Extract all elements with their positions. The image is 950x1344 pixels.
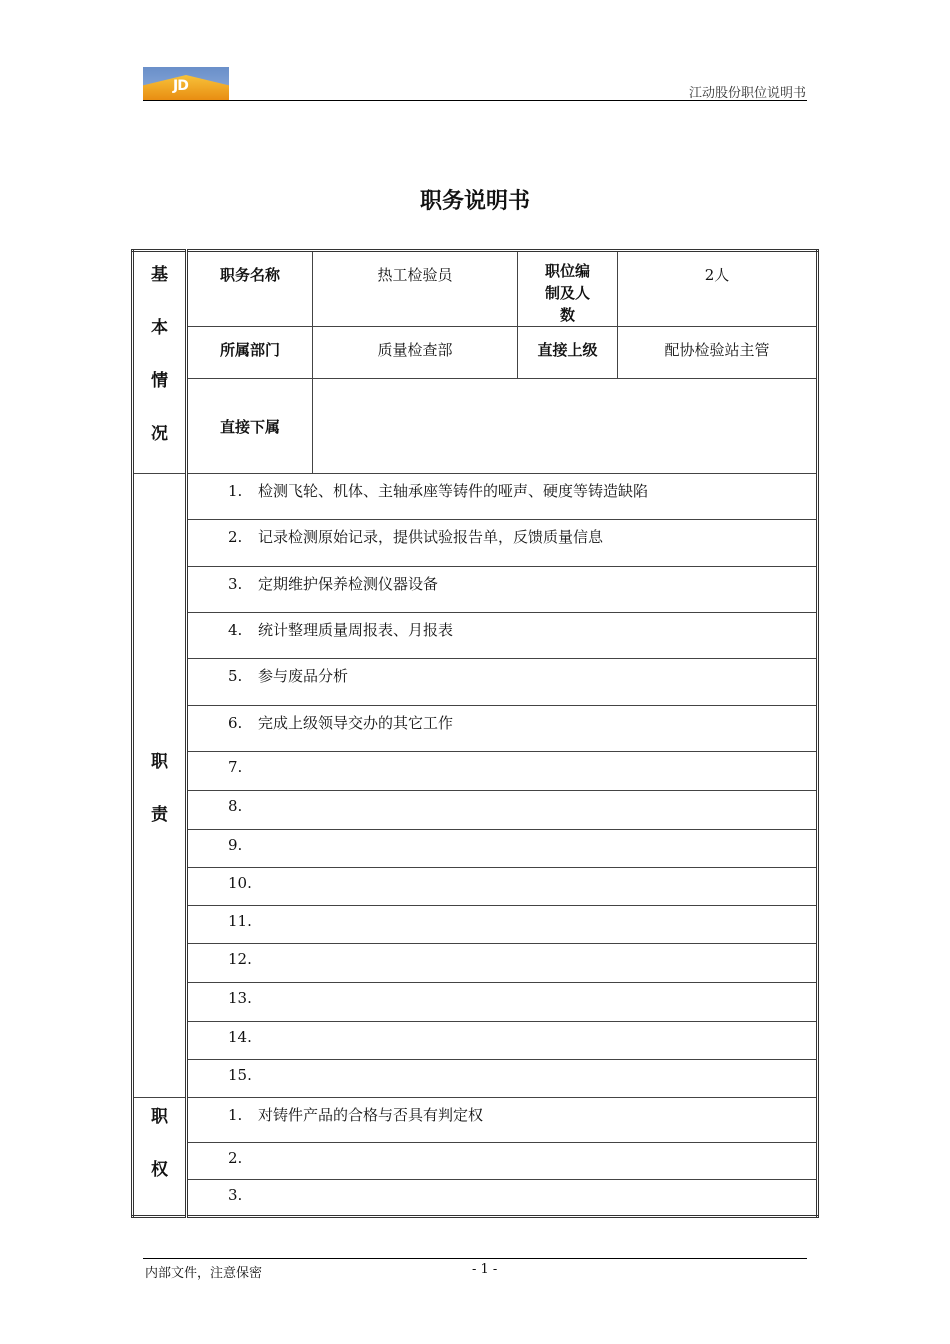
duties-item: [187, 613, 818, 659]
rights-item: [187, 1098, 818, 1143]
page-number: - 1 -: [472, 1262, 498, 1277]
section-char: 况: [151, 424, 168, 444]
duties-row: [133, 474, 818, 520]
section-char: 责: [151, 804, 168, 825]
item-text: 参与废品分析: [258, 667, 349, 685]
section-char: 情: [151, 371, 168, 391]
header-divider: [143, 100, 807, 101]
duties-row: [133, 868, 818, 906]
subordinate-label: 直接下属: [187, 379, 313, 474]
duties-item: [187, 906, 818, 944]
company-logo: [143, 67, 229, 101]
item-number: 1.: [228, 482, 243, 500]
duties-item: [187, 706, 818, 752]
logo-text: JD: [173, 78, 188, 94]
footer-divider: [143, 1258, 807, 1259]
job-description-table: [131, 249, 819, 1218]
item-text: 记录检测原始记录，提供试验报告单，反馈质量信息: [258, 528, 604, 546]
duties-row: [133, 906, 818, 944]
item-number: 12.: [228, 950, 252, 968]
duties-item: [187, 1060, 818, 1098]
section-duties: [133, 474, 187, 1098]
duties-item: [187, 520, 818, 567]
item-number: 5.: [228, 667, 243, 685]
job-name-label: 职务名称: [187, 251, 313, 327]
item-number: 13.: [228, 989, 252, 1007]
rights-row: [133, 1180, 818, 1217]
duties-row: [133, 983, 818, 1022]
subordinate-value: [313, 379, 818, 474]
item-number: 6.: [228, 714, 243, 732]
duties-item: [187, 868, 818, 906]
rights-row: [133, 1143, 818, 1180]
superior-value: 配协检验站主管: [618, 327, 818, 379]
item-number: 2.: [228, 528, 243, 546]
duties-item: [187, 474, 818, 520]
duties-item: [187, 659, 818, 706]
duties-row: [133, 567, 818, 613]
job-name-value: 热工检验员: [313, 251, 518, 327]
item-number: 3.: [228, 1186, 243, 1204]
duties-row: [133, 1060, 818, 1098]
item-number: 10.: [228, 874, 252, 892]
section-basic: [133, 251, 187, 474]
duties-row: [133, 752, 818, 791]
duties-row: [133, 791, 818, 830]
duties-item: [187, 830, 818, 868]
rights-item: [187, 1143, 818, 1180]
item-number: 14.: [228, 1028, 252, 1046]
dept-label: 所属部门: [187, 327, 313, 379]
dept-value: 质量检查部: [313, 327, 518, 379]
document-title: 职务说明书: [419, 189, 530, 214]
duties-item: [187, 944, 818, 983]
item-number: 2.: [228, 1149, 243, 1167]
duties-item: [187, 567, 818, 613]
duties-item: [187, 1022, 818, 1060]
footer-confidential: 内部文件，注意保密: [145, 1266, 263, 1281]
section-char: 本: [151, 318, 168, 338]
rights-item: [187, 1180, 818, 1217]
item-text: 检测飞轮、机体、主轴承座等铸件的哑声、硬度等铸造缺陷: [258, 482, 649, 500]
item-text: 统计整理质量周报表、月报表: [258, 621, 454, 639]
headcount-value: 2人: [618, 251, 818, 327]
duties-row: [133, 1022, 818, 1060]
item-number: 9.: [228, 836, 243, 854]
section-rights: [133, 1098, 187, 1217]
superior-label: 直接上级: [518, 327, 618, 379]
section-char: 职: [151, 1107, 168, 1127]
section-char: 职: [151, 751, 168, 772]
item-number: 11.: [228, 912, 252, 930]
item-number: 8.: [228, 797, 243, 815]
item-number: 15.: [228, 1066, 252, 1084]
item-text: 对铸件产品的合格与否具有判定权: [258, 1106, 484, 1124]
duties-row: [133, 659, 818, 706]
headcount-label: 职位编制及人数: [518, 251, 618, 327]
duties-row: [133, 944, 818, 983]
rights-row: [133, 1098, 818, 1143]
item-number: 3.: [228, 575, 243, 593]
item-text: 定期维护保养检测仪器设备: [258, 575, 439, 593]
section-char: 权: [151, 1160, 168, 1180]
item-text: 完成上级领导交办的其它工作: [258, 714, 454, 732]
item-number: 1.: [228, 1106, 243, 1124]
duties-row: [133, 613, 818, 659]
duties-row: [133, 520, 818, 567]
duties-row: [133, 830, 818, 868]
duties-row: [133, 706, 818, 752]
section-char: 基: [151, 265, 168, 285]
item-number: 7.: [228, 758, 243, 776]
duties-item: [187, 752, 818, 791]
item-number: 4.: [228, 621, 243, 639]
duties-item: [187, 983, 818, 1022]
header-title: 江动股份职位说明书: [688, 86, 806, 101]
duties-item: [187, 791, 818, 830]
